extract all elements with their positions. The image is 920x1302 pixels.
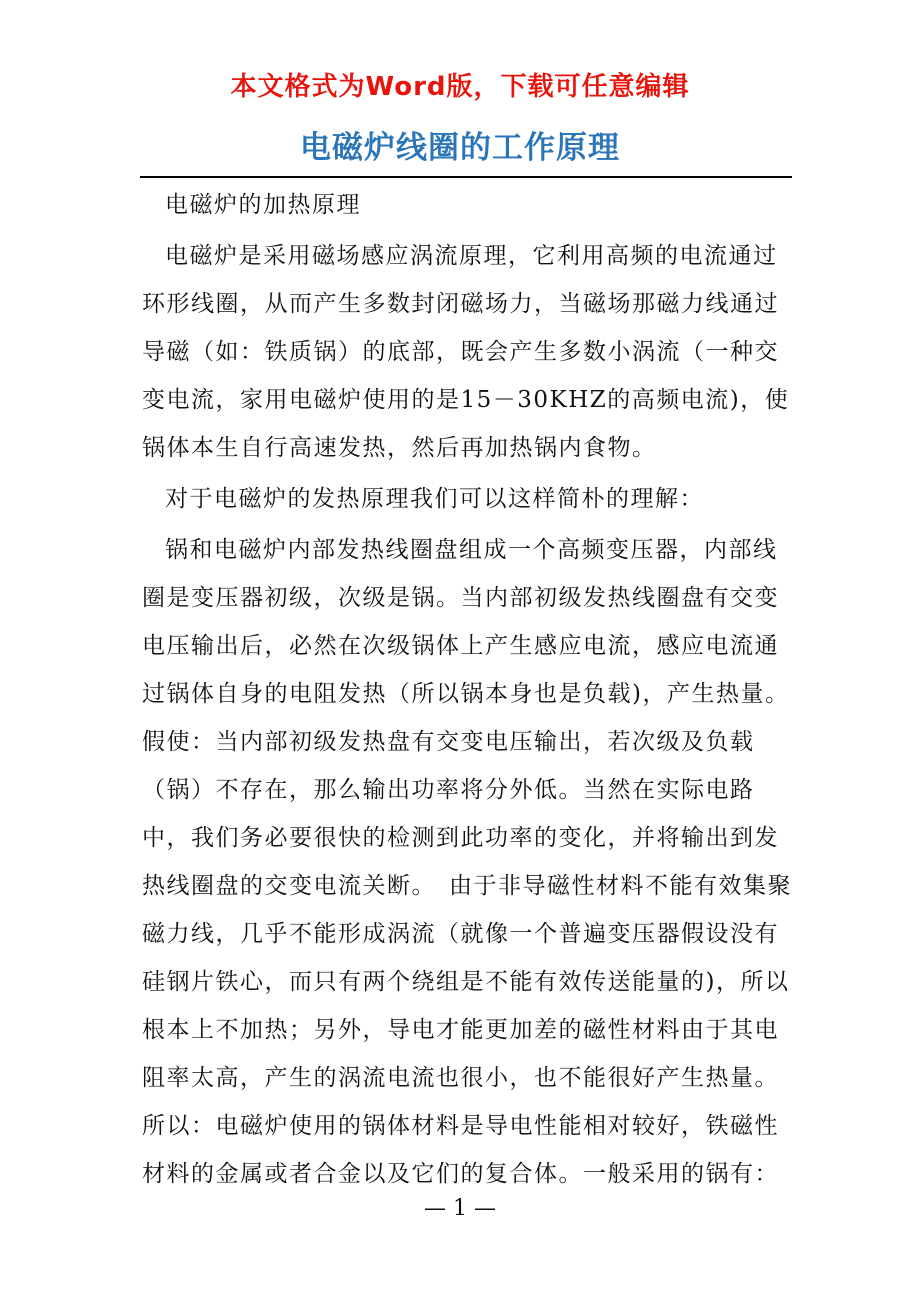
page-number: — 1 — xyxy=(424,1196,496,1221)
document-title: 电磁炉线圈的工作原理 xyxy=(300,130,620,166)
title-divider xyxy=(140,176,792,178)
format-banner: 本文格式为Word版，下载可任意编辑 xyxy=(230,72,690,102)
paragraph-heating-principle: 电磁炉是采用磁场感应涡流原理，它利用高频的电流通过环形线圈，从而产生多数封闭磁场力，当磁场那磁力线通过导磁（如：铁质锅）的底部，既会产生多数小涡流（一种交变电流，家用电磁炉使用的是15－30KHZ的高频电流)，使锅体本生自行高速发热，然后再加热锅内食物。 xyxy=(142,243,790,461)
section-heading: 电磁炉的加热原理 xyxy=(165,192,361,218)
paragraph-transformer: 锅和电磁炉内部发热线圈盘组成一个高频变压器，内部线圈是变压器初级，次级是锅。当内部初级发热线圈盘有交变电压输出后，必然在次级锅体上产生感应电流，感应电流通过锅体自身的电阻发热（所以锅本身也是负载)，产生热量。假使：当内部初级发热盘有交变电压输出，若次级及负载（锅）不存在，那么输出功率将分外低。当然在实际电路中，我们务必要很快的检测到此功率的变化，并将输出到发热线圈盘的交变电流关断。 由于非导磁性材料不能有效集聚磁力线，几乎不能形成涡流（就像一个普遍变压器假设没有硅钢片铁心，而只有两个绕组是不能有效传送能量的)，所以根本上不加热；另外，导电才能更加差的磁性材料由于其电阻率太高，产生的涡流电流也很小，也不能很好产生热量。所以：电磁炉使用的锅体材料是导电性能相对较好，铁磁性材料的金属或者合金以及它们的复合体。一般采用的锅有： xyxy=(142,537,792,1187)
document-body xyxy=(142,181,792,1198)
paragraph-intro: 对于电磁炉的发热原理我们可以这样简朴的理解： xyxy=(165,486,704,512)
